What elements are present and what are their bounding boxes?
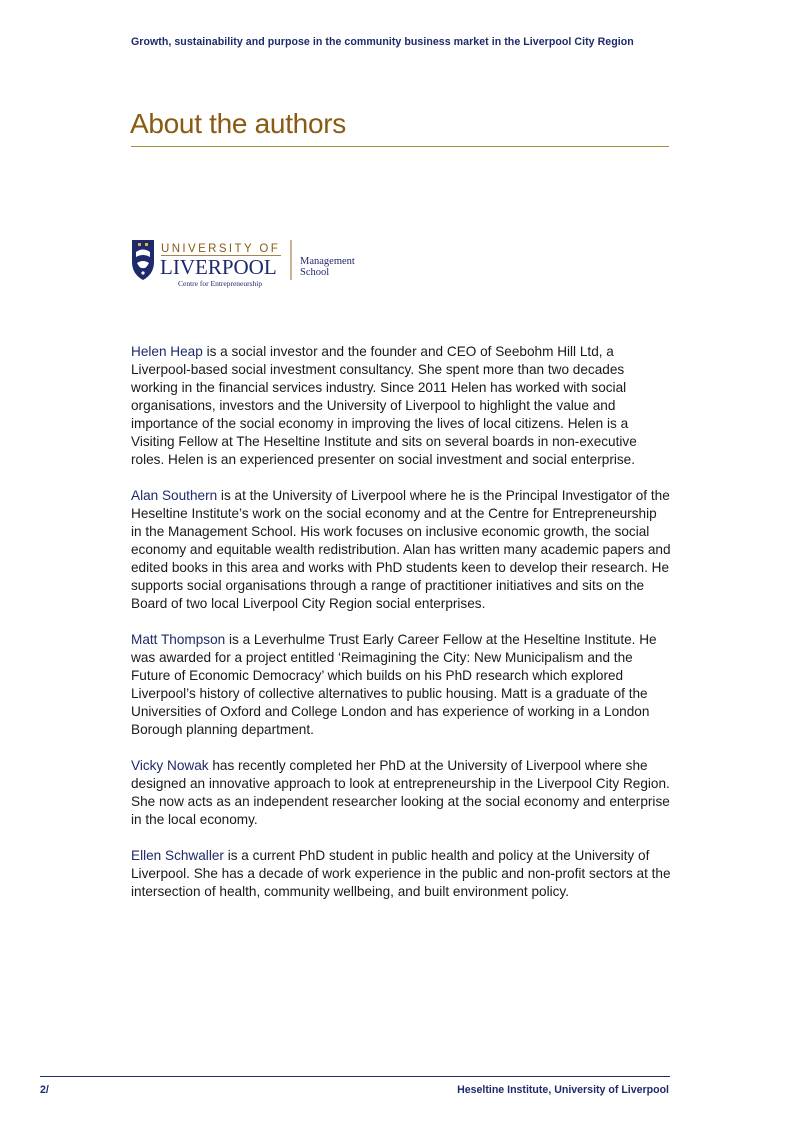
school-line1: Management [300,256,355,267]
author-name: Vicky Nowak [131,758,209,773]
school-line2: School [300,267,330,278]
bio-text: has recently completed her PhD at the University of Liverpool where she designed an innovative approach to look at entrepreneurship in the Liverpool City Region. She now acts as an independent researcher looking at the social economy and enterprise in the local economy. [131,758,670,827]
bio-helen-heap [131,343,671,469]
author-name: Alan Southern [131,488,218,503]
bio-text: is a Leverhulme Trust Early Career Fellow at the Heseltine Institute. He was awarded for a project entitled ‘Reimagining the City: New Municipalism and the Future of Economic Democracy’ which builds on his PhD research which explored Liverpool’s history of collective alternatives to public housing. Matt is a graduate of the Universities of Oxford and College London and has experience of working in a London Borough planning department. [131,632,657,737]
author-name: Matt Thompson [131,632,226,647]
author-name: Helen Heap [131,344,203,359]
logo-line1: UNIVERSITY OF [161,243,281,255]
running-header: Growth, sustainability and purpose in the community business market in the Liverpool City Region [131,36,634,48]
bio-matt-thompson [131,631,671,739]
bio-ellen-schwaller [131,847,671,901]
bio-text: is a social investor and the founder and CEO of Seebohm Hill Ltd, a Liverpool-based social investment consultancy. She spent more than two decades working in the financial services industry. Since 2011 Helen has worked with social organisations, investors and the University of Liverpool to highlight the value and importance of the social economy in improving the lives of local citizens. Helen is a Visiting Fellow at The Heseltine Institute and sits on several boards in non-executive roles. Helen is an experienced presenter on social investment and social enterprise. [131,344,637,467]
bio-alan-southern [131,487,671,613]
author-name: Ellen Schwaller [131,848,224,863]
logo-line3: Centre for Entrepreneurship [178,279,263,288]
crest-icon [132,240,154,280]
logo-line2: LIVERPOOL [160,255,277,279]
page-number: 2/ [40,1084,49,1096]
university-logo [131,238,371,290]
footer-institution: Heseltine Institute, University of Liverpool [457,1084,669,1096]
bio-vicky-nowak [131,757,671,829]
title-divider [131,146,669,147]
page-title: About the authors [130,108,346,139]
bio-text: is at the University of Liverpool where he is the Principal Investigator of the Heseltine Institute’s work on the social economy and at the Centre for Entrepreneurship in the Management School. His work focuses on inclusive economic growth, the social economy and equitable wealth redistribution. Alan has written many academic papers and edited books in this area and works with PhD students keen to develop their research. He supports social organisations through a range of practitioner initiatives and sits on the Board of two local Liverpool City Region social enterprises. [131,488,671,611]
author-bios [131,343,671,919]
footer-divider [40,1076,670,1077]
bio-text: is a current PhD student in public health and policy at the University of Liverpool. She has a decade of work experience in the public and non-profit sectors at the intersection of health, community wellbeing, and built environment policy. [131,848,671,899]
